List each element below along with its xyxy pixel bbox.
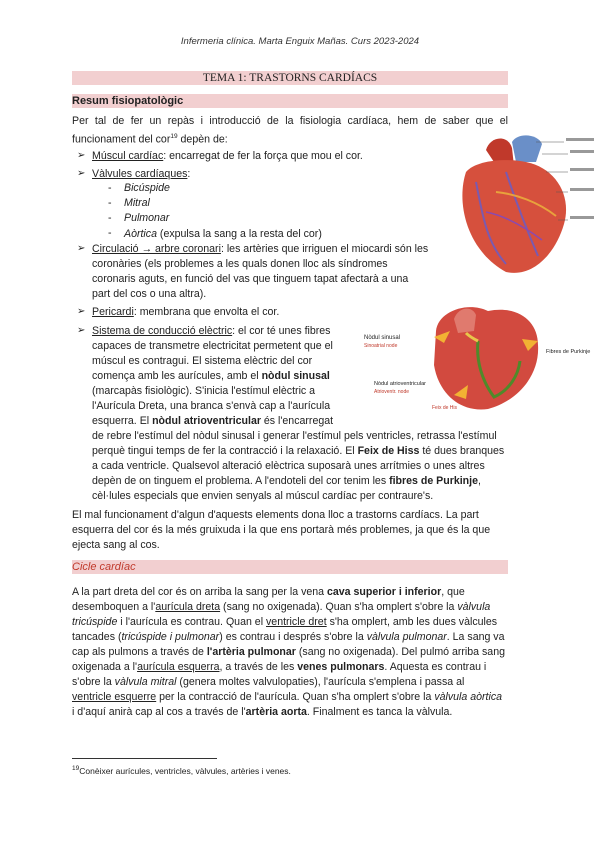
list-item-circulation: Circulació → arbre coronari: les artèries que irriguen el miocardi són les (92, 243, 429, 255)
text-line: cèl·lules especials que envien senyals al múscul cardíac per contraure's. (92, 490, 434, 502)
bullet-arrow-icon: ➢ (77, 325, 86, 336)
text-line: de rebre l'estímul del nòdul sinusal i generar l'estímul pels ventricles, retrassa l'estímul (92, 430, 497, 442)
text-line: desemboquen a l'aurícula dreta (sang no oxigenada). Quan s'ha omplert s'obre la vàlvula (72, 601, 491, 613)
text-line: tancades (tricúspide i pulmonar) es contrau i després s'obre la vàlvula pulmonar. La sang va (72, 631, 505, 643)
valve-item: Pulmonar (124, 212, 170, 224)
text-line: perquè tingui temps de fer la contracció i la relaxació. El Feix de Hiss té dues branques (92, 445, 505, 457)
bullet-arrow-icon: ➢ (77, 243, 86, 254)
bullet-arrow-icon: ➢ (77, 168, 86, 179)
text-line: part del cos o una altra). (92, 288, 207, 300)
text-line: esquerra del cor és la més gruixuda i la que ens portarà més problemes, ja que és la que (72, 524, 491, 536)
list-item-valves: Vàlvules cardíaques: (92, 168, 191, 180)
bullet-dash: - (108, 197, 112, 209)
chapter-title: TEMA 1: TRASTORNS CARDÍACS (72, 71, 508, 85)
text-line: tricúspide i l'aurícula es contrau. Quan el ventricle dret s'ha omplert, amb les dues vàlcules (72, 616, 498, 628)
sinus-node-label: Nòdul sinusal (364, 335, 401, 341)
footnote-divider (72, 758, 217, 759)
text-line: múscul es contragui. El sistema elèctric del cor (92, 355, 313, 367)
text-line: ventricle esquerre per la contracció de l'aurícula. Quan s'ha omplert s'obre la vàlvula aòrtica (72, 691, 503, 703)
list-item-muscle: Múscul cardíac: encarregat de fer la força que mou el cor. (92, 150, 363, 162)
text-line: ejecta sang al cos. (72, 539, 160, 551)
text-line: depèn de on tinguem el problema. A l'endoteli del cor tenim les fibres de Purkinje, (92, 475, 481, 487)
valve-item: Mitral (124, 197, 150, 209)
av-node-label: Nòdul atrioventricular (374, 381, 426, 387)
conduction-system-illustration (358, 301, 596, 413)
his-bundle-label: Feix de His (432, 405, 458, 411)
text-line: El mal funcionament d'algun d'aquests elements dona lloc a trastorns cardíacs. La part (72, 509, 479, 521)
purkinje-label: Fibres de Purkinje (546, 349, 591, 355)
text-line: oxigenada a l'aurícula esquerra, a través de les venes pulmonars. Aquesta es contrau i (72, 661, 487, 673)
text-line: coronàries (els problemes a les quals donen lloc als síndromes (92, 258, 388, 270)
text-line: i d'aquí anirà cap al cos a través de l'artèria aorta. Finalment es tanca la vàlvula. (72, 706, 453, 718)
text-line: cap als pulmons a través de l'artèria pulmonar (sang no oxigenada). Del pulmó arriba sang (72, 646, 505, 658)
text-line: coronaris aguts, en funció del vas que tinguem tapat afectarà a una (92, 273, 409, 285)
bullet-dash: - (108, 227, 112, 239)
intro-paragraph: Per tal de fer un repàs i introducció de la fisiologia cardíaca, hem de saber que el funcionament del cor$^{19}$ depèn de: (72, 115, 508, 146)
text-line: A la part dreta del cor és on arriba la sang per la vena cava superior i inferior, que (72, 586, 465, 598)
footnote: $^{19}$Conèixer aurícules, ventricles, vàlvules, artèries i venes. (72, 765, 291, 776)
bullet-dash: - (108, 182, 112, 194)
section-heading-summary: Resum fisiopatològic (72, 94, 508, 108)
page-header: Infermeria clínica. Marta Enguix Mañas. Curs 2023-2024 (180, 36, 420, 47)
valve-item: Aòrtica (expulsa la sang a la resta del cor) (124, 228, 322, 240)
section-heading-cycle: Cicle cardíac (72, 560, 508, 574)
heart-anatomy-illustration (446, 132, 596, 280)
text-line: (marcapàs fisiològic). S'inicia l'estímul elèctric a (92, 385, 316, 397)
list-item-conduction: Sistema de conducció elèctric: el cor té unes fibres (92, 325, 331, 337)
text-line: capaces de transmetre electricitat permetent que el (92, 340, 333, 352)
sinus-node-label-en: Sinoatrial node (364, 343, 398, 349)
valve-item: Bicúspide (124, 182, 170, 194)
text-line: comença amb les aurícules, amb el nòdul sinusal (92, 370, 330, 382)
text-line: s'obre la vàlvula mitral (genera moltes valvulopaties), l'aurícula s'emplena i passa al (72, 676, 465, 688)
bullet-arrow-icon: ➢ (77, 306, 86, 317)
bullet-arrow-icon: ➢ (77, 150, 86, 161)
text-line: esquerra. El nòdul atrioventricular és l'encarregat (92, 415, 334, 427)
list-item-pericardium: Pericardi: membrana que envolta el cor. (92, 306, 280, 318)
av-node-label-en: Atrioventr. node (374, 389, 410, 395)
bullet-dash: - (108, 212, 112, 224)
text-line: a cada ventricle. Qualsevol alteració elèctrica suposarà unes arrítmies o unes altres (92, 460, 485, 472)
text-line: l'Aurícula Dreta, una branca s'envà cap a l'aurícula (92, 400, 331, 412)
